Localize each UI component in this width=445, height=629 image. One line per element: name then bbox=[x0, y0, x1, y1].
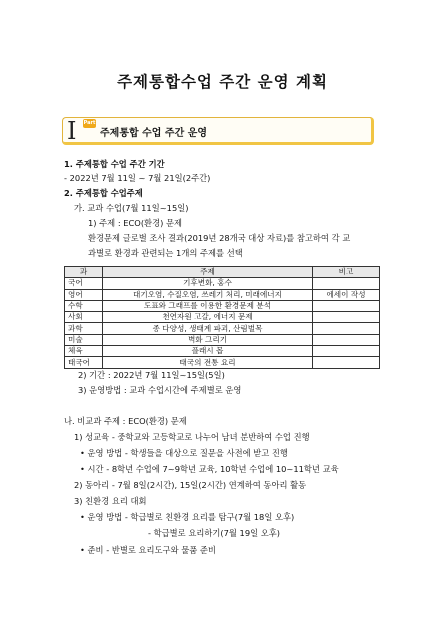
document-title: 주제통합수업 주간 운영 계획 bbox=[117, 73, 328, 91]
heading-period: 1. 주제통합 수업 주간 기간 bbox=[64, 159, 165, 169]
subject-theme-table bbox=[64, 266, 380, 369]
table-cell-subject: 과학 bbox=[65, 323, 103, 334]
table-cell-theme: 벽화 그리기 bbox=[103, 334, 313, 345]
table-row bbox=[65, 289, 380, 300]
na-item-1-method: • 운영 방법 - 학생들을 대상으로 질문을 사전에 받고 진행 bbox=[80, 448, 288, 458]
table-header-note: 비고 bbox=[313, 267, 380, 278]
table-cell-subject: 체육 bbox=[65, 346, 103, 357]
table-cell-theme: 기후변화, 홍수 bbox=[103, 278, 313, 289]
table-cell-note bbox=[313, 312, 380, 323]
table-row bbox=[65, 334, 380, 345]
part-badge: Part bbox=[83, 120, 96, 126]
ga-item-3: 3) 운영방법 : 교과 수업시간에 주제별로 운영 bbox=[78, 385, 242, 395]
table-cell-subject: 미술 bbox=[65, 334, 103, 345]
table-cell-note bbox=[313, 334, 380, 345]
na-item-3: 3) 친환경 요리 대회 bbox=[74, 496, 147, 506]
heading-subject: 2. 주제통합 수업주제 bbox=[64, 188, 143, 198]
section-title: 주제통합 수업 주간 운영 bbox=[100, 128, 208, 139]
table-cell-subject: 영어 bbox=[65, 289, 103, 300]
table-cell-theme: 플래시 몹 bbox=[103, 346, 313, 357]
table-cell-theme: 도표와 그래프를 이용한 환경문제 분석 bbox=[103, 300, 313, 311]
table-row bbox=[65, 357, 380, 368]
table-cell-note bbox=[313, 323, 380, 334]
table-cell-subject: 사회 bbox=[65, 312, 103, 323]
table-cell-subject: 국어 bbox=[65, 278, 103, 289]
subsection-ga: 가. 교과 수업(7월 11일~15일) bbox=[74, 203, 189, 213]
subsection-na: 나. 비교과 주제 : ECO(환경) 문제 bbox=[64, 416, 187, 426]
table-cell-note bbox=[313, 357, 380, 368]
table-cell-theme: 태국의 전통 요리 bbox=[103, 357, 313, 368]
ga-description-1: 환경문제 글로벌 조사 결과(2019년 28개국 대상 자료)를 참고하여 각 교 bbox=[88, 233, 351, 243]
table-row bbox=[65, 300, 380, 311]
table-cell-subject: 수학 bbox=[65, 300, 103, 311]
na-item-3-method-2: - 학급별로 요리하기(7월 19일 오후) bbox=[148, 528, 281, 538]
na-item-1: 1) 성교육 - 중학교와 고등학교로 나누어 남녀 분반하여 수업 진행 bbox=[74, 432, 310, 442]
table-header-subject: 과 bbox=[65, 267, 103, 278]
na-item-2: 2) 동아리 - 7월 8일(2시간), 15일(2시간) 연계하여 동아리 활동 bbox=[74, 480, 307, 490]
table-header-theme: 주제 bbox=[103, 267, 313, 278]
table-cell-theme: 천연자원 고갈, 에너지 문제 bbox=[103, 312, 313, 323]
table-row bbox=[65, 346, 380, 357]
table-cell-note bbox=[313, 346, 380, 357]
table-cell-subject: 태국어 bbox=[65, 357, 103, 368]
period-text: - 2022년 7월 11일 ~ 7월 21일(2주간) bbox=[64, 173, 211, 183]
table-row bbox=[65, 278, 380, 289]
table-cell-theme: 대기오염, 수질오염, 쓰레기 처리, 미래에너지 bbox=[103, 289, 313, 300]
ga-item-1: 1) 주제 : ECO(환경) 문제 bbox=[88, 218, 182, 228]
na-item-3-prep: • 준비 - 반별로 요리도구와 물품 준비 bbox=[80, 545, 216, 555]
table-cell-note: 에세이 작성 bbox=[313, 289, 380, 300]
ga-description-2: 과별로 환경과 관련되는 1개의 주제를 선택 bbox=[88, 248, 243, 258]
table-row bbox=[65, 312, 380, 323]
section-numeral: I bbox=[67, 117, 77, 145]
table-cell-note bbox=[313, 278, 380, 289]
na-item-3-method: • 운영 방법 - 학급별로 친환경 요리를 탐구(7월 18일 오후) bbox=[80, 512, 295, 522]
table-row bbox=[65, 323, 380, 334]
ga-item-2: 2) 기간 : 2022년 7월 11일~15일(5일) bbox=[78, 370, 225, 380]
na-item-1-time: • 시간 - 8학년 수업에 7~9학년 교육, 10학년 수업에 10~11학년 교육 bbox=[80, 464, 339, 474]
table-header-row bbox=[65, 267, 380, 278]
table-cell-theme: 종 다양성, 생태계 파괴, 산림벌목 bbox=[103, 323, 313, 334]
table-cell-note bbox=[313, 300, 380, 311]
